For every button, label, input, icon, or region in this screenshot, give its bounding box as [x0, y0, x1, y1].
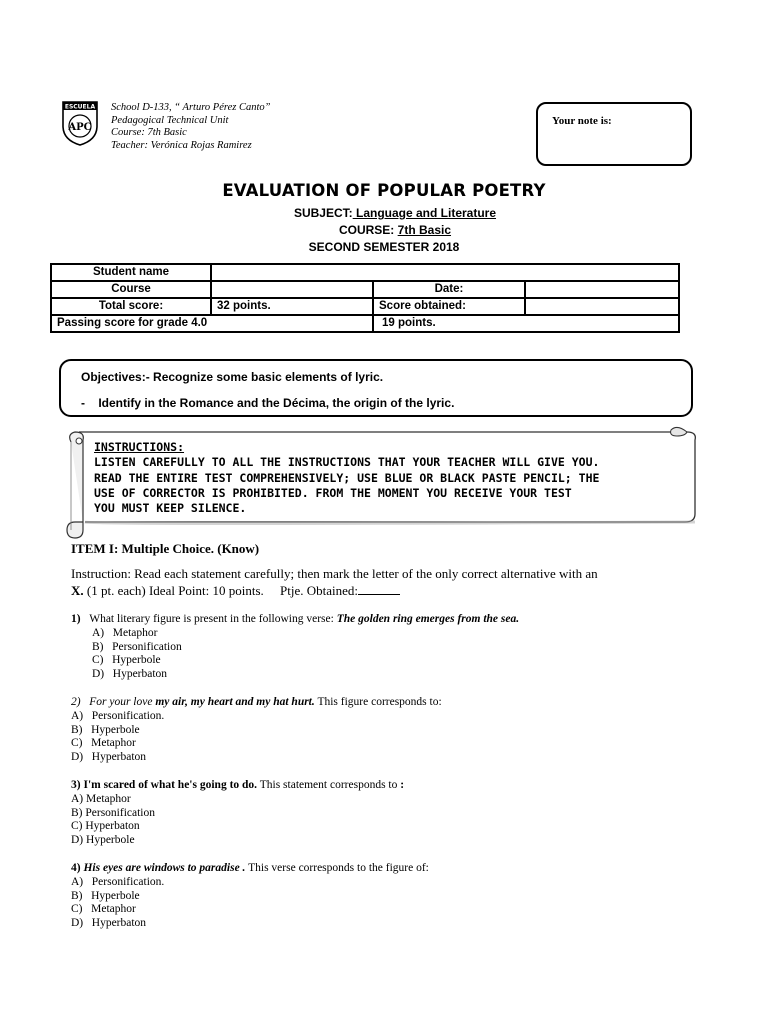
instructions-line-3: USE OF CORRECTOR IS PROHIBITED. FROM THE MOMENT YOU RECEIVE YOUR TEST: [94, 485, 572, 500]
school-info: [111, 102, 270, 152]
option-b[interactable]: B) Personification: [92, 640, 182, 653]
question-text: This verse corresponds to the figure of:: [248, 862, 429, 874]
student-info-table: [50, 263, 680, 333]
objective-2-text: Identify in the Romance and the Décima, the origin of the lyric.: [98, 396, 455, 410]
item-instruction: [71, 565, 701, 599]
option-c[interactable]: C) Hyperbaton: [71, 820, 140, 833]
score-obtained-field[interactable]: [525, 298, 679, 315]
logo-monogram: APC: [68, 122, 92, 133]
question-colon: :: [400, 779, 405, 791]
semester-line: SECOND SEMESTER 2018: [308, 240, 460, 254]
subject-value: Language and Literature: [352, 206, 497, 220]
question-1: [71, 613, 519, 682]
option-a[interactable]: A) Metaphor: [92, 626, 158, 639]
question-verse-italic: For your love: [89, 696, 153, 708]
school-name: School D-133, “ Arturo Pérez Canto”: [111, 102, 271, 113]
objective-dash: -: [81, 396, 85, 410]
note-label: Your note is:: [552, 115, 612, 127]
note-box[interactable]: [536, 102, 692, 166]
passing-score-value: 19 points.: [373, 315, 679, 332]
objective-2: [81, 396, 454, 410]
obtained-blank[interactable]: [358, 583, 400, 595]
objective-1: Objectives:- Recognize some basic elements of lyric.: [81, 370, 384, 384]
date-field[interactable]: [525, 281, 679, 298]
option-d[interactable]: D) Hyperbaton: [92, 668, 168, 681]
question-text: What literary figure is present in the following verse:: [89, 613, 334, 625]
school-logo: [60, 100, 100, 146]
course-field[interactable]: [211, 281, 373, 298]
school-unit: Pedagogical Technical Unit: [111, 114, 229, 126]
instructions-heading: INSTRUCTIONS:: [94, 440, 185, 454]
question-verse-bold: my air, my heart and my hat hurt.: [155, 696, 315, 708]
question-number: 4): [71, 862, 81, 874]
logo-text: ESCUELA: [64, 103, 96, 111]
question-number: 1): [71, 613, 81, 625]
option-b[interactable]: B) Personification: [71, 806, 155, 819]
option-b[interactable]: B) Hyperbole: [71, 889, 140, 902]
question-verse: His eyes are windows to paradise .: [83, 862, 246, 874]
item-instruction-line-2: [71, 582, 701, 599]
course-label: COURSE:: [338, 223, 395, 237]
question-verse: The golden ring emerges from the sea.: [336, 613, 520, 625]
student-name-field[interactable]: [211, 264, 679, 281]
instructions-text: [94, 440, 599, 516]
option-a[interactable]: A) Metaphor: [71, 792, 131, 805]
school-course: Course: 7th Basic: [111, 127, 187, 138]
passing-score-label: Passing score for grade 4.0: [51, 315, 373, 332]
option-d[interactable]: D) Hyperbole: [71, 834, 135, 847]
question-4: [71, 862, 429, 931]
option-d[interactable]: D) Hyperbaton: [71, 751, 147, 764]
date-label: Date:: [373, 281, 525, 298]
option-a[interactable]: A) Personification.: [71, 709, 165, 722]
instructions-line-4: YOU MUST KEEP SILENCE.: [94, 501, 247, 516]
course-line: [0, 223, 768, 237]
question-2: [71, 696, 442, 765]
item-instruction-line-1: Instruction: Read each statement carefully; then mark the letter of the only correct alternative with an: [71, 566, 598, 581]
question-number: 3): [71, 779, 81, 791]
total-score-label: Total score:: [51, 298, 211, 315]
instructions-line-1: LISTEN CAREFULLY TO ALL THE INSTRUCTIONS THAT YOUR TEACHER WILL GIVE YOU.: [94, 455, 600, 470]
option-b[interactable]: B) Hyperbole: [71, 723, 140, 736]
page-title: EVALUATION OF POPULAR POETRY: [222, 181, 546, 200]
subject-line: [0, 206, 768, 220]
item-instruction-points: (1 pt. each) Ideal Point: 10 points. Ptje. Obtained:: [83, 583, 359, 598]
score-obtained-label: Score obtained:: [373, 298, 525, 315]
subject-label: SUBJECT:: [293, 206, 353, 220]
course-value: 7th Basic: [397, 223, 452, 237]
option-d[interactable]: D) Hyperbaton: [71, 917, 147, 930]
student-name-label: Student name: [51, 264, 211, 281]
mark-x: X.: [71, 583, 84, 598]
objectives-box: [59, 359, 693, 417]
school-teacher: Teacher: Verónica Rojas Ramirez: [111, 139, 252, 151]
total-score-value: 32 points.: [211, 298, 373, 315]
option-c[interactable]: C) Hyperbole: [92, 654, 161, 667]
option-a[interactable]: A) Personification.: [71, 875, 165, 888]
question-3: [71, 779, 404, 848]
option-c[interactable]: C) Metaphor: [71, 903, 136, 916]
question-text: This statement corresponds to: [259, 779, 398, 791]
question-number: 2): [71, 696, 81, 708]
question-verse: I'm scared of what he's going to do.: [83, 779, 258, 791]
option-c[interactable]: C) Metaphor: [71, 737, 136, 750]
item-heading: ITEM I: Multiple Choice. (Know): [71, 541, 260, 556]
instructions-line-2: READ THE ENTIRE TEST COMPREHENSIVELY; USE BLUE OR BLACK PASTE PENCIL; THE: [94, 470, 600, 485]
question-text: This figure corresponds to:: [317, 696, 442, 708]
course-cell-label: Course: [51, 281, 211, 298]
